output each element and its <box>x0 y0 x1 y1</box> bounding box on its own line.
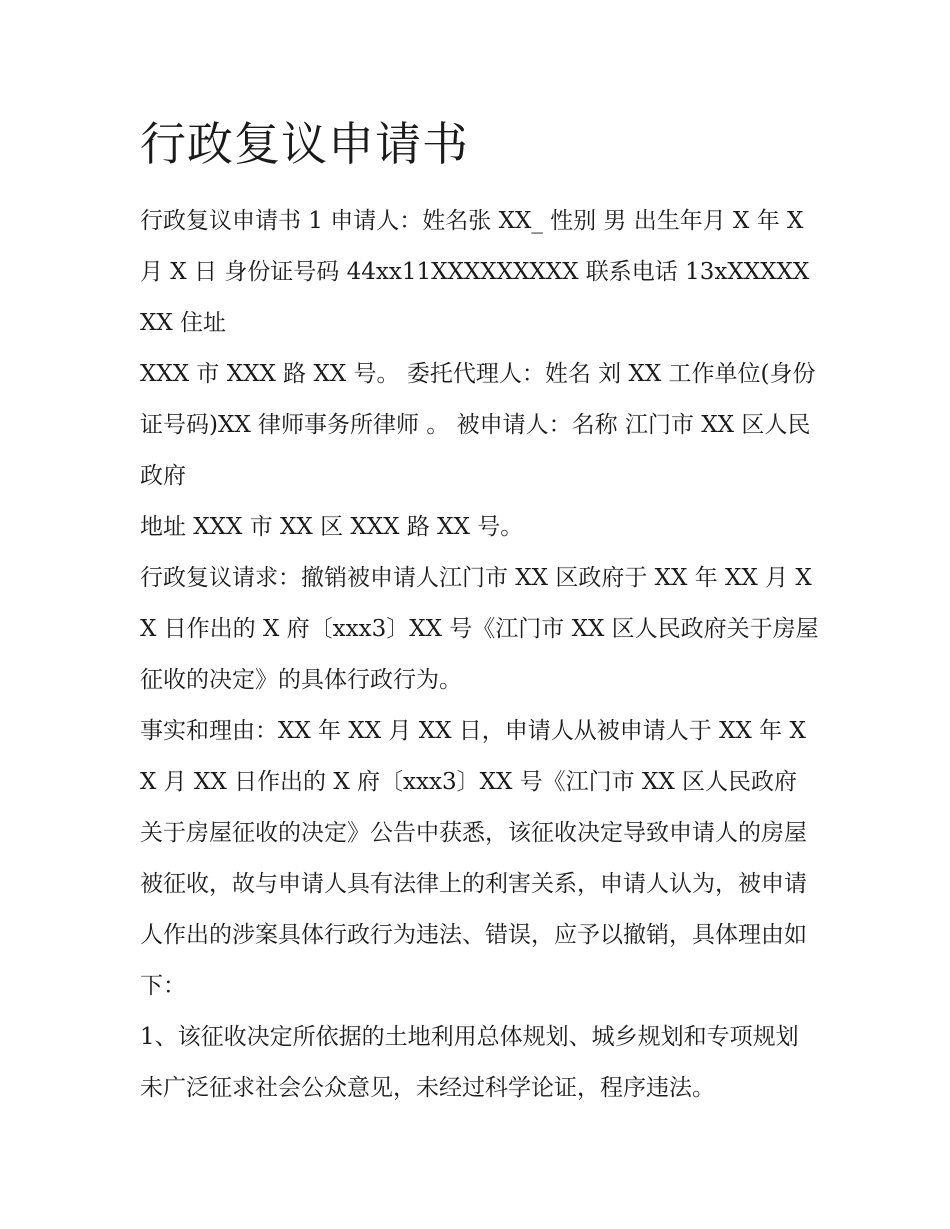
paragraph-request: 行政复议请求：撤销被申请人江门市 XX 区政府于 XX 年 XX 月 XX 日作出的 X 府〔xxx3〕XX 号《江门市 XX 区人民政府关于房屋征收的决定》的具体行政行为。 <box>140 565 819 693</box>
page-title: 行政复议申请书 <box>140 117 469 171</box>
paragraph-applicant-info: 行政复议申请书 1 申请人：姓名张 XX_ 性别 男 出生年月 X 年 X 月 X 日 身份证号码 44xx11XXXXXXXXX 联系电话 13xXXXXXXX 住址 <box>140 208 810 336</box>
paragraph-address: 地址 XXX 市 XX 区 XXX 路 XX 号。 <box>140 514 524 540</box>
paragraph-reason-1: 1、该征收决定所依据的土地利用总体规划、城乡规划和专项规划未广泛征求社会公众意见，未经过科学论证，程序违法。 <box>140 1024 799 1101</box>
paragraph-facts-reasons: 事实和理由：XX 年 XX 月 XX 日，申请人从被申请人于 XX 年 XX 月 XX 日作出的 X 府〔xxx3〕XX 号《江门市 XX 区人民政府关于房屋征收的决定》公告中获悉，该征收决定导致申请人的房屋被征收，故与申请人具有法律上的利害关系，申请人认为，被申请人作出的涉案具体行政行为违法、错误，应予以撤销，具体理由如下： <box>140 718 807 999</box>
paragraph-agent-respondent: XXX 市 XXX 路 XX 号。 委托代理人：姓名 刘 XX 工作单位(身份证号码)XX 律师事务所律师 。 被申请人：名称 江门市 XX 区人民政府 <box>140 361 816 489</box>
